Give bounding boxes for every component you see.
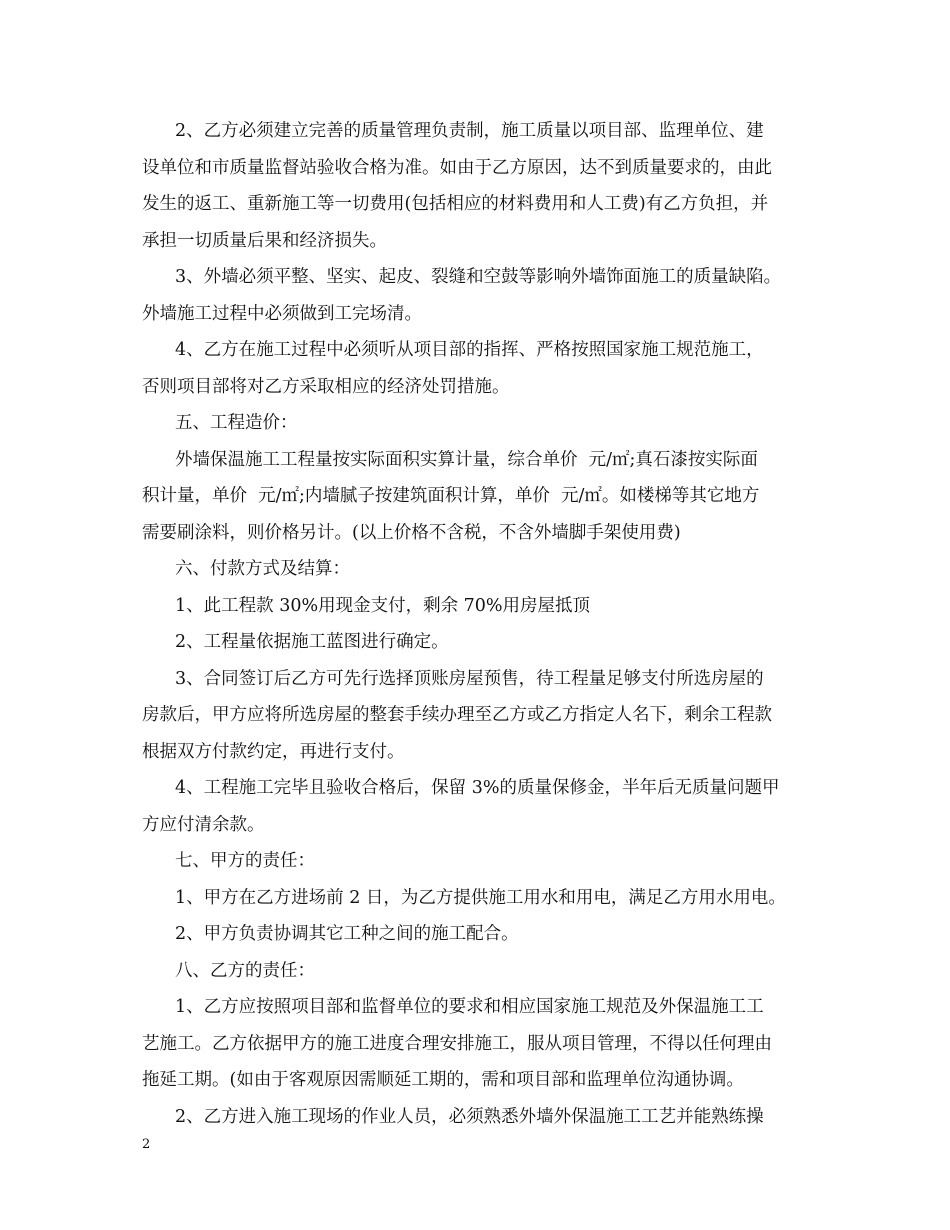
text-line: 艺施工。乙方依据甲方的施工进度合理安排施工，服从项目管理，不得以任何理由	[142, 1033, 772, 1054]
text-line: 4、工程施工完毕且验收合格后，保留 3%的质量保修金，半年后无质量问题甲	[175, 778, 780, 798]
text-line: 1、此工程款 30%用现金支付，剩余 70%用房屋抵顶	[175, 595, 591, 616]
text-line: 外墙施工过程中必须做到工完场清。	[142, 303, 422, 324]
text-line: 1、乙方应按照项目部和监督单位的要求和相应国家施工规范及外保温施工工	[175, 997, 764, 1017]
text-line: 3、外墙必须平整、坚实、起皮、裂缝和空鼓等影响外墙饰面施工的质量缺陷。	[175, 267, 782, 287]
text-line: 根据双方付款约定，再进行支付。	[142, 741, 405, 762]
text-line: 2、乙方必须建立完善的质量管理负责制，施工质量以项目部、监理单位、建	[175, 121, 764, 141]
text-line: 承担一切质量后果和经济损失。	[142, 230, 387, 251]
text-line: 否则项目部将对乙方采取相应的经济处罚措施。	[142, 376, 510, 397]
text-line: 需要刷涂料，则价格另计。(以上价格不含税，不含外墙脚手架使用费)	[142, 522, 681, 543]
text-line: 五、工程造价：	[175, 413, 298, 433]
text-line: 拖延工期。(如由于客观原因需顺延工期的，需和项目部和监理单位沟通协调。	[142, 1070, 744, 1090]
text-line: 1、甲方在乙方进场前 2 日，为乙方提供施工用水和用电，满足乙方用水用电。	[175, 887, 786, 908]
document-body	[142, 113, 822, 1135]
text-line: 2、工程量依据施工蓝图进行确定。	[175, 632, 449, 652]
page-number: 2	[142, 1137, 151, 1152]
text-line: 积计量，单价 元/㎡;内墙腻子按建筑面积计算，单价 元/㎡。如楼梯等其它地方	[142, 486, 760, 506]
text-line: 房款后，甲方应将所选房屋的整套手续办理至乙方或乙方指定人名下，剩余工程款	[142, 705, 772, 725]
text-line: 2、乙方进入施工现场的作业人员，必须熟悉外墙外保温施工工艺并能熟练操	[175, 1106, 764, 1127]
text-line: 七、甲方的责任：	[175, 851, 315, 871]
text-line: 设单位和市质量监督站验收合格为准。如由于乙方原因，达不到质量要求的，由此	[142, 157, 772, 178]
text-line: 4、乙方在施工过程中必须听从项目部的指挥、严格按照国家施工规范施工，	[175, 340, 764, 360]
text-line: 外墙保温施工工程量按实际面积实算计量，综合单价 元/㎡;真石漆按实际面	[175, 449, 758, 470]
text-line: 2、甲方负责协调其它工种之间的施工配合。	[175, 924, 519, 944]
text-line: 六、付款方式及结算：	[175, 559, 350, 579]
text-line: 方应付清余款。	[142, 814, 265, 835]
text-line: 3、合同签订后乙方可先行选择顶账房屋预售，待工程量足够支付所选房屋的	[175, 668, 764, 689]
text-line: 发生的返工、重新施工等一切费用(包括相应的材料费用和人工费)有乙方负担，并	[142, 194, 769, 214]
text-line: 八、乙方的责任：	[175, 960, 315, 981]
